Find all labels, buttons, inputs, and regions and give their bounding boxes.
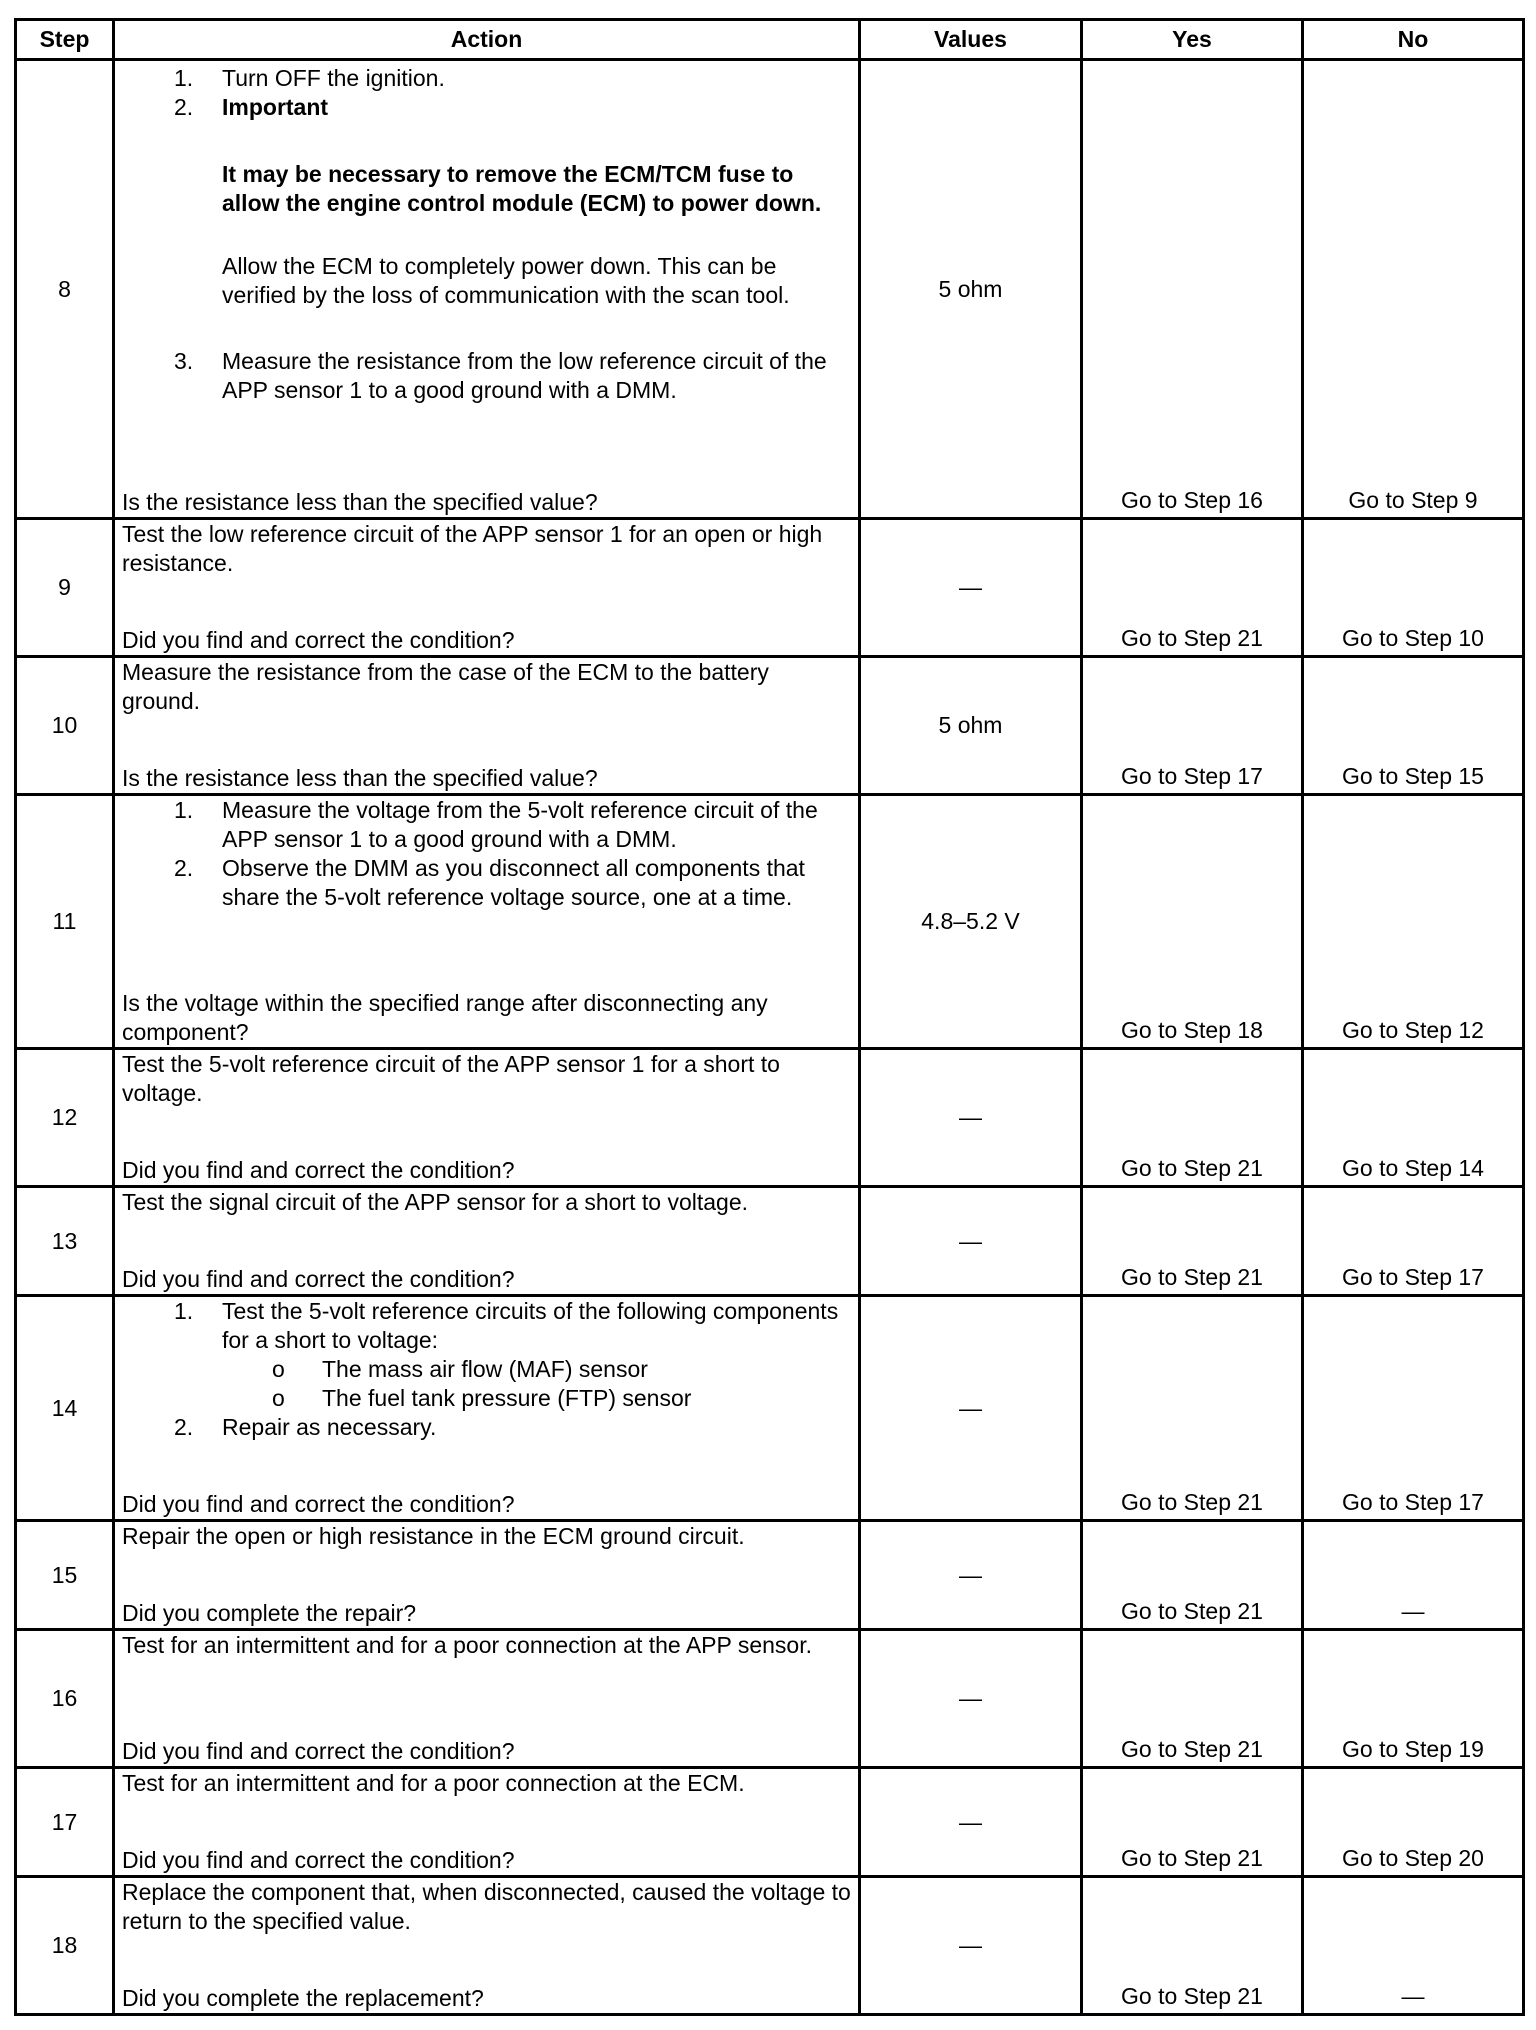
action-question: Did you complete the replacement? <box>122 1985 484 2011</box>
no-cell: Go to Step 17 <box>1303 1187 1524 1296</box>
no-cell: — <box>1303 1877 1524 2015</box>
action-cell <box>114 657 860 795</box>
action-text: Test the signal circuit of the APP sensor for a short to voltage. <box>122 1189 749 1215</box>
table-row-step-14 <box>16 1296 1524 1521</box>
action-steps <box>122 796 852 912</box>
action-cell <box>114 1630 860 1768</box>
important-heading: Important <box>222 94 329 120</box>
value-cell: 5 ohm <box>860 60 1082 519</box>
table-row-step-15 <box>16 1521 1524 1630</box>
yes-cell: Go to Step 21 <box>1082 1877 1303 2015</box>
action-cell <box>114 1521 860 1630</box>
step-number: 8 <box>16 60 114 519</box>
action-step <box>122 854 852 912</box>
table-row-step-17 <box>16 1768 1524 1877</box>
action-steps <box>122 1297 852 1442</box>
yes-cell: Go to Step 16 <box>1082 60 1303 519</box>
step-number: 12 <box>16 1049 114 1187</box>
action-question: Is the voltage within the specified range after disconnecting any component? <box>122 990 768 1045</box>
step-index: 2. <box>174 94 194 120</box>
step-text: Repair as necessary. <box>222 1414 437 1440</box>
value-cell: 4.8–5.2 V <box>860 795 1082 1049</box>
step-number: 17 <box>16 1768 114 1877</box>
step-index: 1. <box>174 797 194 823</box>
action-question: Did you find and correct the condition? <box>122 627 515 653</box>
step-number: 14 <box>16 1296 114 1521</box>
important-note: It may be necessary to remove the ECM/TCM fuse to allow the engine control module (ECM) to power down. <box>222 161 822 216</box>
value-cell: — <box>860 1187 1082 1296</box>
step-index: 1. <box>174 65 194 91</box>
no-cell: Go to Step 17 <box>1303 1296 1524 1521</box>
yes-cell: Go to Step 17 <box>1082 657 1303 795</box>
no-cell: Go to Step 12 <box>1303 795 1524 1049</box>
bullet-icon: o <box>272 1385 285 1411</box>
step-index: 2. <box>174 855 194 881</box>
action-question: Is the resistance less than the specified value? <box>122 489 598 515</box>
action-question: Did you find and correct the condition? <box>122 1491 515 1517</box>
value-cell: — <box>860 1768 1082 1877</box>
yes-cell: Go to Step 21 <box>1082 519 1303 657</box>
no-cell: Go to Step 20 <box>1303 1768 1524 1877</box>
diagnostic-table <box>14 18 1525 2016</box>
action-text: Test the 5-volt reference circuit of the APP sensor 1 for a short to voltage. <box>122 1051 780 1106</box>
action-text: Test for an intermittent and for a poor connection at the ECM. <box>122 1770 745 1796</box>
header-step: Step <box>16 20 114 60</box>
action-cell <box>114 1296 860 1521</box>
value-cell: — <box>860 1049 1082 1187</box>
table-row-step-12 <box>16 1049 1524 1187</box>
action-step <box>122 64 852 93</box>
action-step <box>122 1297 852 1413</box>
table-row-step-18 <box>16 1877 1524 2015</box>
no-cell: Go to Step 19 <box>1303 1630 1524 1768</box>
step-index: 1. <box>174 1298 194 1324</box>
header-yes: Yes <box>1082 20 1303 60</box>
important-body: Allow the ECM to completely power down. This can be verified by the loss of communication with the scan tool. <box>222 253 790 308</box>
component-text: The mass air flow (MAF) sensor <box>322 1356 648 1382</box>
action-steps <box>122 61 852 405</box>
action-question: Is the resistance less than the specified value? <box>122 765 598 791</box>
step-text: Measure the resistance from the low reference circuit of the APP sensor 1 to a good ground with a DMM. <box>222 348 827 403</box>
bullet-icon: o <box>272 1356 285 1382</box>
action-step <box>122 93 852 310</box>
step-text: Measure the voltage from the 5-volt reference circuit of the APP sensor 1 to a good ground with a DMM. <box>222 797 818 852</box>
value-cell: 5 ohm <box>860 657 1082 795</box>
step-number: 9 <box>16 519 114 657</box>
table-row-step-13 <box>16 1187 1524 1296</box>
step-number: 11 <box>16 795 114 1049</box>
action-text: Measure the resistance from the case of the ECM to the battery ground. <box>122 659 769 714</box>
step-number: 13 <box>16 1187 114 1296</box>
table-header-row <box>16 20 1524 60</box>
no-cell: Go to Step 14 <box>1303 1049 1524 1187</box>
yes-cell: Go to Step 21 <box>1082 1768 1303 1877</box>
action-text: Test for an intermittent and for a poor connection at the APP sensor. <box>122 1632 812 1658</box>
action-question: Did you complete the repair? <box>122 1600 417 1626</box>
action-question: Did you find and correct the condition? <box>122 1157 515 1183</box>
step-text: Turn OFF the ignition. <box>222 65 445 91</box>
table-row-step-8 <box>16 60 1524 519</box>
table-row-step-11 <box>16 795 1524 1049</box>
action-text: Test the low reference circuit of the APP sensor 1 for an open or high resistance. <box>122 521 823 576</box>
step-number: 15 <box>16 1521 114 1630</box>
step-text: Test the 5-volt reference circuits of the following components for a short to voltage: <box>222 1298 839 1353</box>
header-values: Values <box>860 20 1082 60</box>
header-action: Action <box>114 20 860 60</box>
value-cell: — <box>860 1296 1082 1521</box>
component-text: The fuel tank pressure (FTP) sensor <box>322 1385 692 1411</box>
yes-cell: Go to Step 21 <box>1082 1187 1303 1296</box>
no-cell: Go to Step 15 <box>1303 657 1524 795</box>
value-cell: — <box>860 519 1082 657</box>
step-text: Observe the DMM as you disconnect all components that share the 5-volt reference voltage source, one at a time. <box>222 855 805 910</box>
action-step <box>122 1413 852 1442</box>
step-number: 16 <box>16 1630 114 1768</box>
component-list <box>222 1355 852 1413</box>
action-question: Did you find and correct the condition? <box>122 1738 515 1764</box>
action-cell <box>114 1187 860 1296</box>
table-row-step-9 <box>16 519 1524 657</box>
yes-cell: Go to Step 21 <box>1082 1630 1303 1768</box>
no-cell: Go to Step 10 <box>1303 519 1524 657</box>
action-cell <box>114 519 860 657</box>
step-number: 18 <box>16 1877 114 2015</box>
action-question: Did you find and correct the condition? <box>122 1847 515 1873</box>
action-cell <box>114 1768 860 1877</box>
step-index: 3. <box>174 348 194 374</box>
list-item <box>222 1384 852 1413</box>
list-item <box>222 1355 852 1384</box>
action-text: Replace the component that, when disconnected, caused the voltage to return to the specified value. <box>122 1879 851 1934</box>
action-question: Did you find and correct the condition? <box>122 1266 515 1292</box>
table-row-step-10 <box>16 657 1524 795</box>
action-step <box>122 347 852 405</box>
yes-cell: Go to Step 18 <box>1082 795 1303 1049</box>
value-cell: — <box>860 1521 1082 1630</box>
table-row-step-16 <box>16 1630 1524 1768</box>
action-text: Repair the open or high resistance in the ECM ground circuit. <box>122 1523 745 1549</box>
action-cell <box>114 60 860 519</box>
header-no: No <box>1303 20 1524 60</box>
action-step <box>122 796 852 854</box>
value-cell: — <box>860 1630 1082 1768</box>
action-cell <box>114 795 860 1049</box>
action-cell <box>114 1049 860 1187</box>
yes-cell: Go to Step 21 <box>1082 1521 1303 1630</box>
step-number: 10 <box>16 657 114 795</box>
no-cell: Go to Step 9 <box>1303 60 1524 519</box>
yes-cell: Go to Step 21 <box>1082 1296 1303 1521</box>
action-cell <box>114 1877 860 2015</box>
yes-cell: Go to Step 21 <box>1082 1049 1303 1187</box>
no-cell: — <box>1303 1521 1524 1630</box>
value-cell: — <box>860 1877 1082 2015</box>
step-index: 2. <box>174 1414 194 1440</box>
